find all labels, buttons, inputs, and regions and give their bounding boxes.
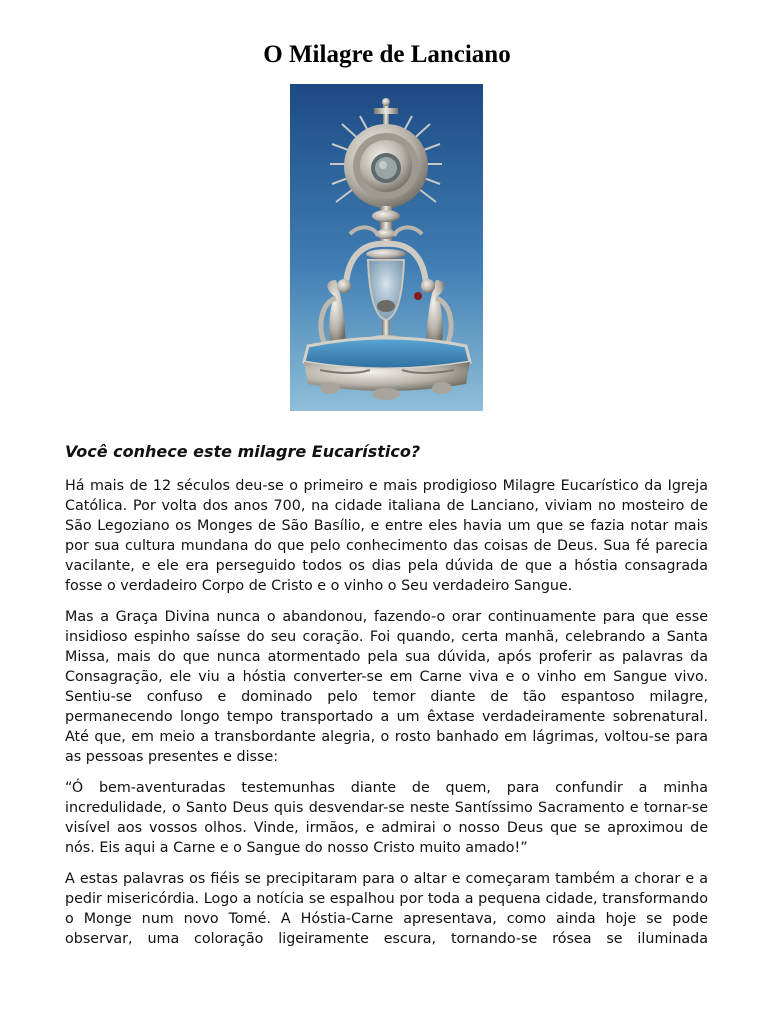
reliquary-image <box>290 84 483 411</box>
page-title: O Milagre de Lanciano <box>263 41 511 68</box>
article-body <box>65 440 708 960</box>
paragraph-3-quote: “Ó bem-aventuradas testemunhas diante de quem, para confundir a minha incredulidade, o Santo Deus quis desvendar-se neste Santíssimo Sacramento e tornar-se visível aos vossos olhos. Vinde, irmãos, e admirai o nosso Deus que se aproximou de nós. Eis aqui a Carne e o Sangue do nosso Cristo muito amado!” <box>65 780 708 856</box>
paragraph-4: A estas palavras os fiéis se precipitaram para o altar e começaram também a chorar e a pedir misericórdia. Logo a notícia se espalhou por toda a pequena cidade, transformando o Monge num novo Tomé. A Hóstia-Carne apresentava, como ainda hoje se pode observar, uma coloração ligeiramente escura, tornando-se rósea se iluminada <box>65 871 708 947</box>
section-heading: Você conhece este milagre Eucarístico? <box>65 442 421 461</box>
paragraph-2: Mas a Graça Divina nunca o abandonou, fazendo-o orar continuamente para que esse insidioso espinho saísse do seu coração. Foi quando, certa manhã, celebrando a Santa Missa, mais do que nunca atormentado pela sua dúvida, após proferir as palavras da Consagração, ele viu a hóstia converter-se em Carne viva e o vinho em Sangue vivo. Sentiu-se confuso e dominado pelo temor diante de tão espantoso milagre, permanecendo longo tempo transportado a um êxtase verdadeiramente sobrenatural. Até que, em meio a transbordante alegria, o rosto banhado em lágrimas, voltou-se para as pessoas presentes e disse: <box>65 609 708 765</box>
paragraph-1: Há mais de 12 séculos deu-se o primeiro e mais prodigioso Milagre Eucarístico da Igreja Católica. Por volta dos anos 700, na cidade italiana de Lanciano, viviam no mosteiro de São Legoziano os Monges de São Basílio, e entre eles havia um que se fazia notar mais por sua cultura mundana do que pelo conhecimento das coisas de Deus. Sua fé parecia vacilante, e ele era perseguido todos os dias pela dúvida de que a hóstia consagrada fosse o verdadeiro Corpo de Cristo e o vinho o Seu verdadeiro Sangue. <box>65 478 708 594</box>
